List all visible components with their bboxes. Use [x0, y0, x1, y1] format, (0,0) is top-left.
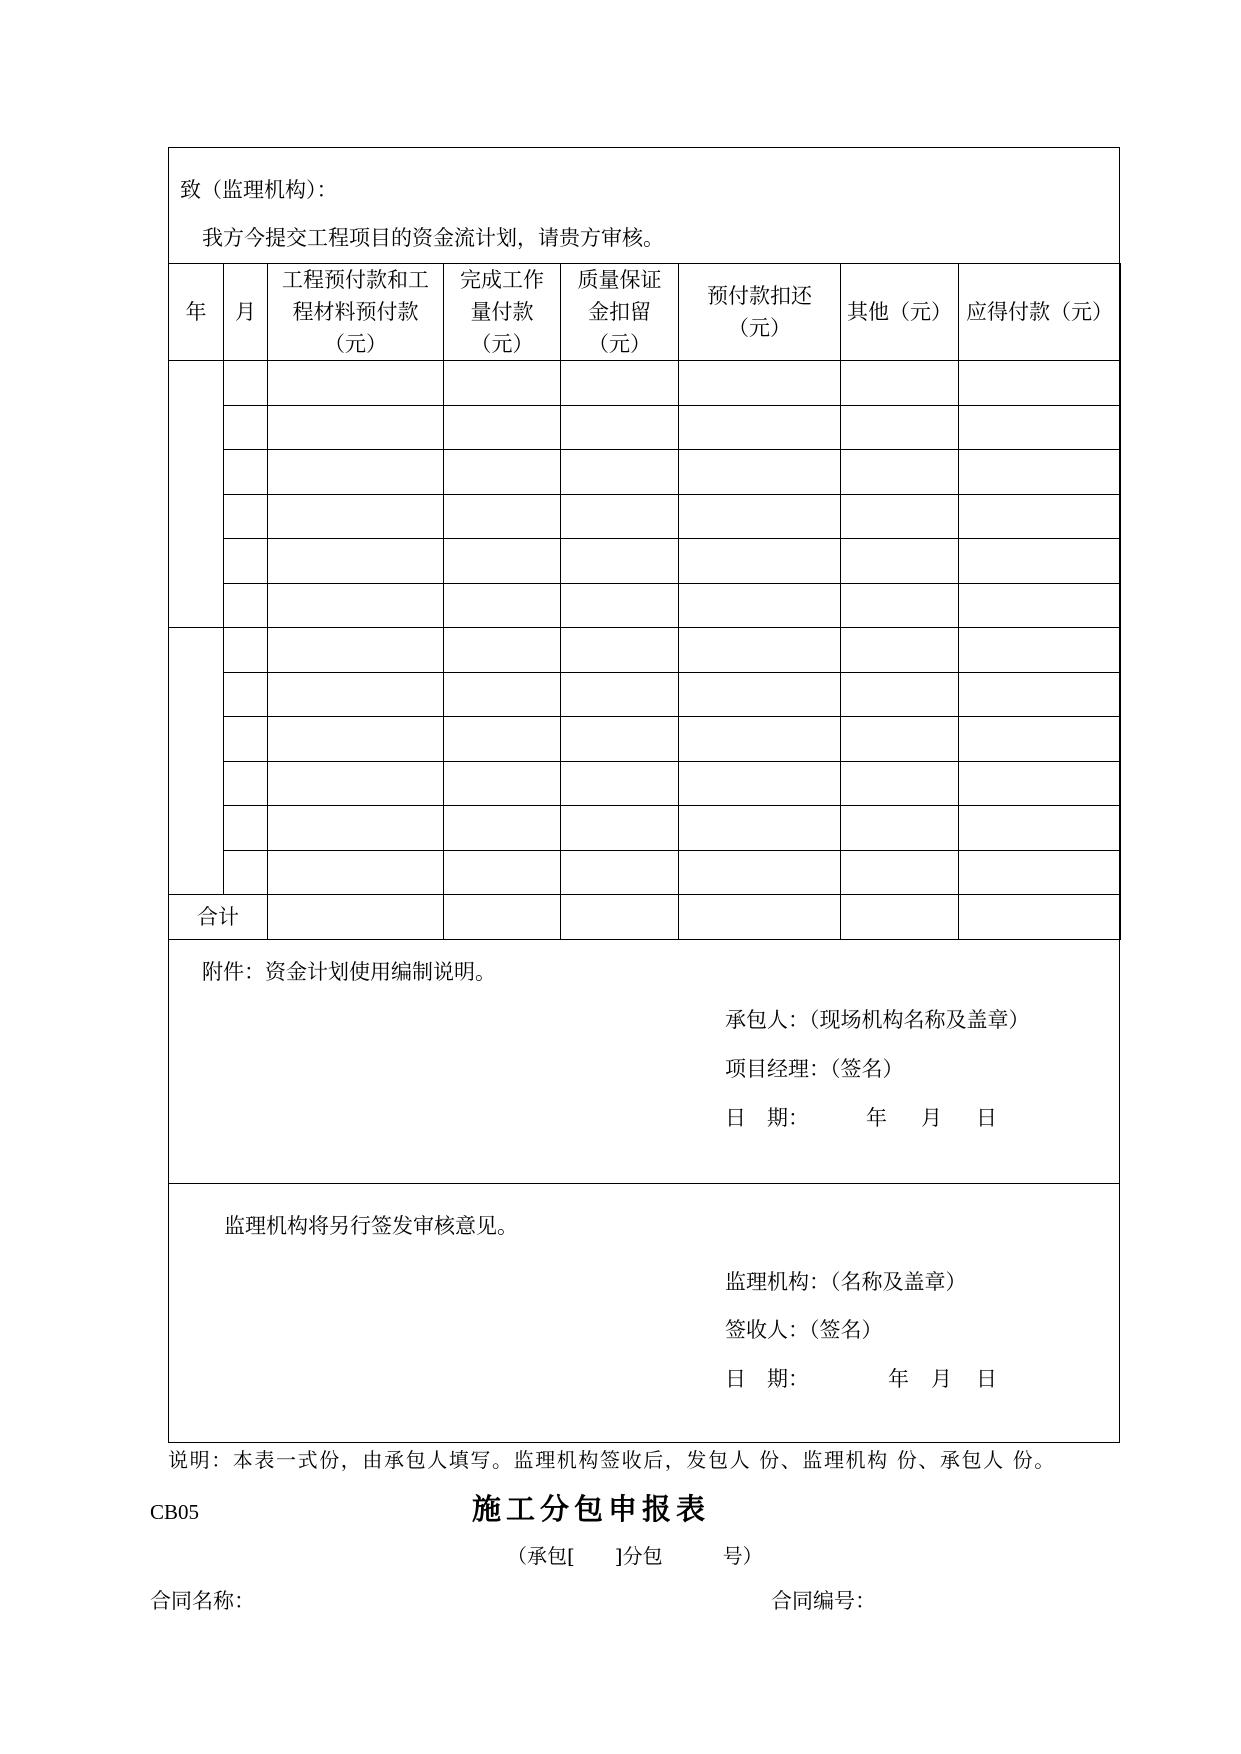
cell-work-payment: [444, 806, 561, 851]
cell-advance-payment: [268, 850, 444, 895]
cell-month: [224, 850, 268, 895]
header-payable: 应得付款（元）: [959, 264, 1121, 361]
cell-month: [224, 761, 268, 806]
header-advance-deduction-line-2: （元）: [728, 316, 791, 340]
header-month: 月: [224, 264, 268, 361]
cell-work-payment: [444, 850, 561, 895]
contractor-section: [169, 939, 1119, 1183]
table-row: [169, 494, 1121, 539]
cell-work-payment: [444, 494, 561, 539]
header-work-payment: [444, 264, 561, 361]
cell-other: [841, 717, 959, 762]
cell-work-payment: [444, 761, 561, 806]
cell-advance-deduction: [679, 539, 841, 584]
cell-advance-payment: [268, 806, 444, 851]
cell-month: [224, 539, 268, 584]
table-body: [169, 361, 1121, 895]
header-retention-line-3: （元）: [588, 332, 651, 356]
header-advance-deduction: [679, 264, 841, 361]
cell-advance-deduction: [679, 450, 841, 495]
cell-payable: [959, 672, 1121, 717]
cell-advance-deduction: [679, 717, 841, 762]
cell-other: [841, 539, 959, 584]
cell-payable: [959, 806, 1121, 851]
header-retention-line-2: 金扣留: [588, 300, 651, 324]
cell-month: [224, 361, 268, 406]
cell-payable: [959, 405, 1121, 450]
cash-flow-plan-form: [168, 147, 1120, 1443]
cell-advance-payment: [268, 717, 444, 762]
cash-flow-table: [168, 263, 1121, 940]
cell-advance-deduction: [679, 583, 841, 628]
contract-number-label: 合同编号：: [771, 1589, 876, 1613]
cell-other: [841, 583, 959, 628]
cell-month: [224, 672, 268, 717]
header-retention-line-1: 质量保证: [577, 268, 662, 292]
cell-advance-deduction: [679, 405, 841, 450]
header-work-payment-line-2: 量付款: [470, 300, 534, 324]
cell-advance-payment: [268, 583, 444, 628]
cell-retention: [561, 628, 679, 673]
cell-retention: [561, 539, 679, 584]
supervisor-date-year: 年: [888, 1367, 909, 1391]
header-advance-payment: [268, 264, 444, 361]
cell-work-payment: [444, 672, 561, 717]
cell-work-payment: [444, 361, 561, 406]
cell-retention: [561, 361, 679, 406]
cell-retention: [561, 850, 679, 895]
cell-retention: [561, 583, 679, 628]
header-advance-payment-line-2: 程材料预付款: [292, 300, 419, 324]
cell-work-payment: [444, 450, 561, 495]
form-code: CB05: [150, 1500, 200, 1524]
contractor-date-label: 日 期：: [725, 1106, 809, 1130]
total-other: [841, 895, 959, 940]
total-payable: [959, 895, 1121, 940]
cell-month: [224, 806, 268, 851]
contractor-date-month: 月: [921, 1106, 942, 1130]
total-row: [169, 895, 1121, 940]
cell-payable: [959, 628, 1121, 673]
table-row: [169, 583, 1121, 628]
cell-year: [169, 628, 224, 895]
cell-work-payment: [444, 628, 561, 673]
cell-other: [841, 405, 959, 450]
cell-retention: [561, 761, 679, 806]
table-header-row: [169, 264, 1121, 361]
cell-other: [841, 361, 959, 406]
supervisor-date-label: 日 期：: [725, 1367, 809, 1391]
cell-retention: [561, 672, 679, 717]
cell-advance-payment: [268, 494, 444, 539]
cell-work-payment: [444, 583, 561, 628]
cell-retention: [561, 806, 679, 851]
cell-year: [169, 361, 224, 628]
table-row: [169, 450, 1121, 495]
table-row: [169, 539, 1121, 584]
cell-other: [841, 672, 959, 717]
cell-advance-deduction: [679, 761, 841, 806]
cell-month: [224, 494, 268, 539]
cell-advance-deduction: [679, 361, 841, 406]
table-row: [169, 717, 1121, 762]
total-retention: [561, 895, 679, 940]
cell-other: [841, 850, 959, 895]
cell-month: [224, 405, 268, 450]
cell-advance-payment: [268, 628, 444, 673]
total-advance-deduction: [679, 895, 841, 940]
cell-payable: [959, 361, 1121, 406]
cell-advance-payment: [268, 405, 444, 450]
cell-other: [841, 450, 959, 495]
cell-payable: [959, 850, 1121, 895]
cell-payable: [959, 450, 1121, 495]
supervisor-date-day: 日: [976, 1367, 997, 1391]
header-other: 其他（元）: [841, 264, 959, 361]
contract-name-label: 合同名称：: [150, 1589, 255, 1613]
cell-retention: [561, 494, 679, 539]
cell-advance-deduction: [679, 672, 841, 717]
table-row: [169, 761, 1121, 806]
cell-work-payment: [444, 405, 561, 450]
header-retention: [561, 264, 679, 361]
total-label: 合计: [169, 895, 268, 940]
cell-month: [224, 717, 268, 762]
submission-statement: 我方今提交工程项目的资金流计划，请贵方审核。: [202, 226, 664, 250]
cell-advance-payment: [268, 761, 444, 806]
table-row: [169, 672, 1121, 717]
table-row: [169, 628, 1121, 673]
total-advance-payment: [268, 895, 444, 940]
cell-advance-deduction: [679, 628, 841, 673]
receiver-signature-line: 签收人：（签名）: [725, 1318, 883, 1342]
cell-other: [841, 628, 959, 673]
total-work-payment: [444, 895, 561, 940]
header-work-payment-line-3: （元）: [470, 332, 534, 356]
table-row: [169, 405, 1121, 450]
table-row: [169, 850, 1121, 895]
cell-retention: [561, 405, 679, 450]
cell-payable: [959, 761, 1121, 806]
form-number-line: （承包[ ]分包 号）: [507, 1544, 763, 1568]
header-advance-payment-line-3: （元）: [324, 332, 387, 356]
cell-advance-payment: [268, 450, 444, 495]
header-advance-deduction-line-1: 预付款扣还: [707, 284, 812, 308]
table-row: [169, 361, 1121, 406]
header-year: 年: [169, 264, 224, 361]
header-advance-payment-line-1: 工程预付款和工: [282, 268, 429, 292]
header-work-payment-line-1: 完成工作: [460, 268, 544, 292]
cell-payable: [959, 494, 1121, 539]
form-footnote: 说明：本表一式份，由承包人填写。监理机构签收后，发包人 份、监理机构 份、承包人 份。: [168, 1448, 1056, 1472]
cell-advance-payment: [268, 672, 444, 717]
review-statement: 监理机构将另行签发审核意见。: [224, 1214, 518, 1238]
table-row: [169, 806, 1121, 851]
cell-retention: [561, 717, 679, 762]
project-manager-signature-line: 项目经理：（签名）: [725, 1057, 904, 1081]
cell-month: [224, 628, 268, 673]
cell-payable: [959, 539, 1121, 584]
cell-work-payment: [444, 539, 561, 584]
contractor-date-day: 日: [976, 1106, 997, 1130]
contractor-date-year: 年: [866, 1106, 887, 1130]
supervisor-section: [169, 1183, 1119, 1442]
cell-other: [841, 494, 959, 539]
form-title: 施工分包申报表: [472, 1492, 711, 1526]
cell-payable: [959, 583, 1121, 628]
cell-payable: [959, 717, 1121, 762]
cell-other: [841, 761, 959, 806]
cell-advance-deduction: [679, 806, 841, 851]
cell-advance-payment: [268, 539, 444, 584]
cell-retention: [561, 450, 679, 495]
addressee-line: 致（监理机构）：: [180, 178, 338, 202]
supervisor-signature-line: 监理机构：（名称及盖章）: [725, 1270, 967, 1294]
supervisor-date-month: 月: [931, 1367, 952, 1391]
cell-advance-deduction: [679, 494, 841, 539]
cell-month: [224, 450, 268, 495]
cell-other: [841, 806, 959, 851]
addressee-section: [169, 148, 1119, 263]
attachment-note: 附件：资金计划使用编制说明。: [202, 960, 496, 984]
cell-work-payment: [444, 717, 561, 762]
cell-month: [224, 583, 268, 628]
contractor-signature-line: 承包人：（现场机构名称及盖章）: [725, 1008, 1030, 1032]
cell-advance-deduction: [679, 850, 841, 895]
cell-advance-payment: [268, 361, 444, 406]
